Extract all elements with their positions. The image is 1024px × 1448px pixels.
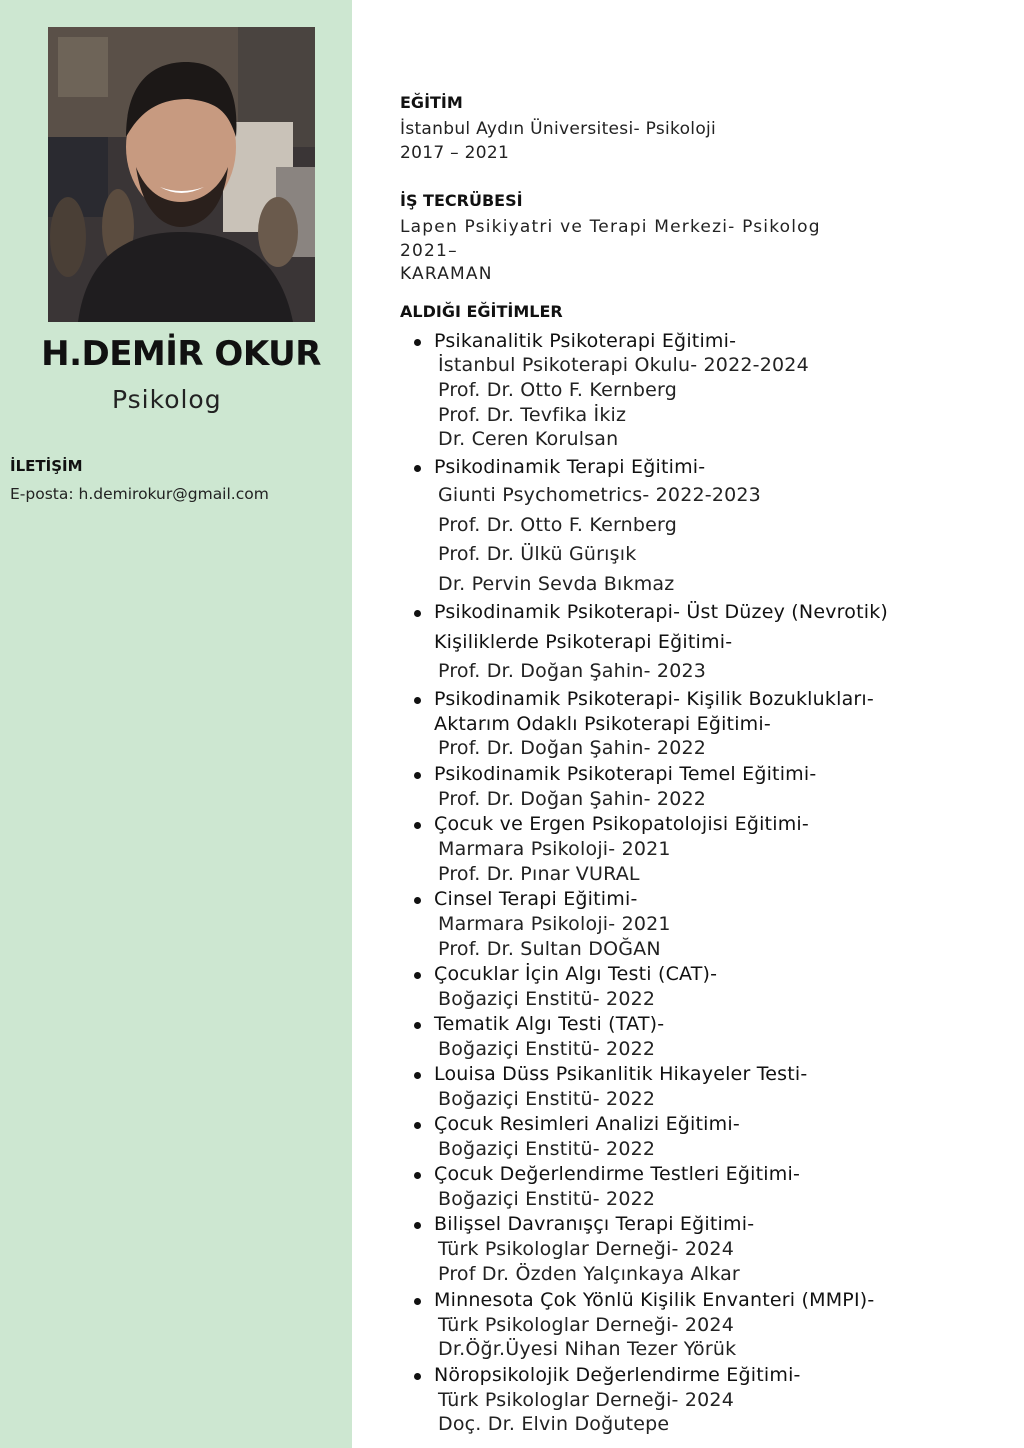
training-title: Cinsel Terapi Eğitimi- (434, 888, 638, 910)
training-detail: Prof. Dr. Pınar VURAL (438, 863, 640, 885)
training-detail: Prof Dr. Özden Yalçınkaya Alkar (438, 1263, 740, 1285)
training-detail: Türk Psikologlar Derneği- 2024 (438, 1238, 735, 1260)
training-detail: Giunti Psychometrics- 2022-2023 (438, 484, 761, 506)
training-title: Aktarım Odaklı Psikoterapi Eğitimi- (434, 713, 771, 735)
education-school: İstanbul Aydın Üniversitesi- Psikoloji (400, 119, 717, 139)
training-title: Minnesota Çok Yönlü Kişilik Envanteri (MMPI)- (434, 1289, 875, 1311)
training-detail: Dr. Pervin Sevda Bıkmaz (438, 573, 675, 595)
training-detail: Doç. Dr. Elvin Doğutepe (438, 1413, 670, 1435)
experience-heading: İŞ TECRÜBESİ (400, 191, 523, 210)
training-detail: Prof. Dr. Doğan Şahin- 2022 (438, 737, 707, 759)
training-detail: Marmara Psikoloji- 2021 (438, 913, 671, 935)
training-title: Tematik Algı Testi (TAT)- (434, 1013, 665, 1035)
training-detail: Prof. Dr. Otto F. Kernberg (438, 379, 677, 401)
education-years: 2017 – 2021 (400, 143, 510, 163)
training-title: Nöropsikolojik Değerlendirme Eğitimi- (434, 1364, 801, 1386)
job-title: Psikolog (112, 385, 222, 414)
training-title: Çocuk Değerlendirme Testleri Eğitimi- (434, 1163, 800, 1185)
sidebar (0, 0, 352, 1448)
training-detail: Dr. Ceren Korulsan (438, 428, 619, 450)
experience-years: 2021– (400, 241, 458, 261)
training-detail: Boğaziçi Enstitü- 2022 (438, 1188, 656, 1210)
education-heading: EĞİTİM (400, 93, 463, 112)
training-title: Psikodinamik Psikoterapi Temel Eğitimi- (434, 763, 817, 785)
training-title: Louisa Düss Psikanlitik Hikayeler Testi- (434, 1063, 808, 1085)
training-detail: Marmara Psikoloji- 2021 (438, 838, 671, 860)
training-title: Psikanalitik Psikoterapi Eğitimi- (434, 330, 737, 352)
training-title: Psikodinamik Terapi Eğitimi- (434, 456, 706, 478)
training-detail: İstanbul Psikoterapi Okulu- 2022-2024 (438, 354, 809, 376)
training-detail: Prof. Dr. Doğan Şahin- 2023 (438, 660, 707, 682)
training-detail: Prof. Dr. Ülkü Gürışık (438, 543, 637, 565)
training-title: Çocuklar İçin Algı Testi (CAT)- (434, 963, 718, 985)
training-title: Çocuk ve Ergen Psikopatolojisi Eğitimi- (434, 813, 809, 835)
training-detail: Dr.Öğr.Üyesi Nihan Tezer Yörük (438, 1338, 737, 1360)
training-detail: Türk Psikologlar Derneği- 2024 (438, 1389, 735, 1411)
profile-photo (48, 27, 315, 322)
contact-heading: İLETİŞİM (10, 457, 83, 475)
training-title: Psikodinamik Psikoterapi- Kişilik Bozuklukları- (434, 688, 874, 710)
training-detail: Boğaziçi Enstitü- 2022 (438, 1138, 656, 1160)
training-title: Kişiliklerde Psikoterapi Eğitimi- (434, 631, 733, 653)
training-title: Çocuk Resimleri Analizi Eğitimi- (434, 1113, 740, 1135)
training-detail: Boğaziçi Enstitü- 2022 (438, 988, 656, 1010)
training-detail: Prof. Dr. Sultan DOĞAN (438, 938, 661, 960)
training-title: Psikodinamik Psikoterapi- Üst Düzey (Nevrotik) (434, 601, 889, 623)
trainings-heading: ALDIĞI EĞİTİMLER (400, 302, 563, 321)
training-title: Bilişsel Davranışçı Terapi Eğitimi- (434, 1213, 755, 1235)
person-name: H.DEMİR OKUR (41, 334, 321, 374)
training-detail: Prof. Dr. Otto F. Kernberg (438, 514, 677, 536)
training-detail: Prof. Dr. Tevfika İkiz (438, 404, 627, 426)
experience-position: Lapen Psikiyatri ve Terapi Merkezi- Psikolog (400, 217, 821, 237)
experience-city: KARAMAN (400, 264, 493, 284)
training-detail: Boğaziçi Enstitü- 2022 (438, 1088, 656, 1110)
training-detail: Boğaziçi Enstitü- 2022 (438, 1038, 656, 1060)
training-detail: Prof. Dr. Doğan Şahin- 2022 (438, 788, 707, 810)
training-detail: Türk Psikologlar Derneği- 2024 (438, 1314, 735, 1336)
contact-email: E-posta: h.demirokur@gmail.com (10, 485, 269, 503)
